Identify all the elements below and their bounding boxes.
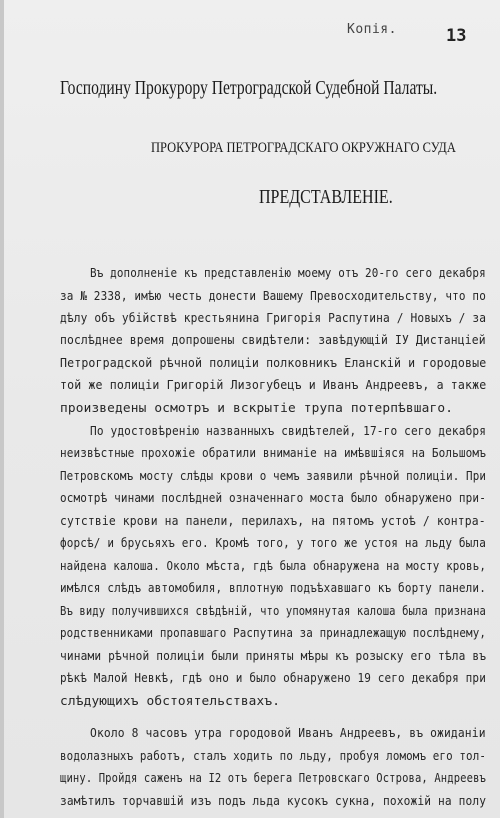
body-line: найдена калоша. Около мѣста, гдѣ была обнаружена на мосту кровь, xyxy=(60,559,487,573)
body-line: чинами рѣчной полиціи были приняты мѣры къ розыску его тѣла въ xyxy=(60,649,487,663)
body-line: родственниками пропавшаго Распутина за принадлежащую послѣднему, xyxy=(60,626,487,640)
body-line: замѣтилъ торчавшій изъ подъ льда кусокъ сукна, похожій на полу xyxy=(60,794,487,808)
body-line: Въ виду получившихся свѣдѣній, что упомянутая калоша была признана xyxy=(60,604,486,618)
body-line: Въ дополненіе къ представленію моему отъ 20-го сего декабря xyxy=(90,266,486,280)
sender-line: ПРОКУРОРА ПЕТРОГРАДСКАГО ОКРУЖНАГО СУДА xyxy=(151,140,456,156)
body-line: произведены осмотръ и вскрытіе трупа потерпѣвшаго. xyxy=(60,401,454,415)
body-line: водолазныхъ работъ, сталъ ходить по льду, пробуя ломомъ его тол- xyxy=(60,749,487,763)
page-number: 13 xyxy=(446,26,467,46)
body-line: Петровскомъ мосту слѣды крови о чемъ заявили рѣчной полиціи. При xyxy=(60,469,487,483)
body-line: той же полиціи Григорій Лизогубецъ и Иванъ Андреевъ, а также xyxy=(60,378,487,392)
body-line: По удостовѣренію названныхъ свидѣтелей, 17-го сего декабря xyxy=(90,424,487,438)
body-line: имѣлся слѣдъ автомобиля, вплотную подъѣхавшаго къ борту панели. xyxy=(60,581,486,595)
body-line: за № 2338, имѣю честь донести Вашему Превосходительству, что по xyxy=(60,289,486,303)
body-line: Петроградской рѣчной полиціи полковникъ Еланскій и городовые xyxy=(60,356,487,370)
body-line: щину. Пройдя саженъ на I2 отъ берега Петровскаго Острова, Андреевъ xyxy=(60,771,486,785)
body-line: осмотрѣ чинами послѣдней означеннаго моста было обнаружено при- xyxy=(60,491,486,505)
addressee-line: Господину Прокурору Петроградской Судебной Палаты. xyxy=(60,78,438,99)
body-line: послѣднее время допрошены свидѣтели: завѣдующій IУ Дистанціей xyxy=(60,333,486,347)
body-line: неизвѣстные прохожіе обратили вниманіе на имѣвшіяся на Большомъ xyxy=(60,446,486,460)
body-line: слѣдующихъ обстоятельствахъ. xyxy=(60,694,281,708)
body-line: форсѣ/ и брусьяхъ его. Кромѣ того, у того же устоя на льду была xyxy=(60,536,486,550)
copy-label: Копія. xyxy=(347,22,397,37)
body-line: Около 8 часовъ утра городовой Иванъ Андреевъ, въ ожиданіи xyxy=(90,726,486,740)
body-line: рѣкѣ Малой Невкѣ, гдѣ оно и было обнаружено 19 сего декабря при xyxy=(60,671,486,685)
body-line: дѣлу объ убійствѣ крестьянина Григорія Распутина / Новыхъ / за xyxy=(60,311,487,325)
body-line: сутствіе крови на панели, перилахъ, на пятомъ устоѣ / контра- xyxy=(60,514,486,528)
document-title: ПРЕДСТАВЛЕНІЕ. xyxy=(259,186,393,208)
